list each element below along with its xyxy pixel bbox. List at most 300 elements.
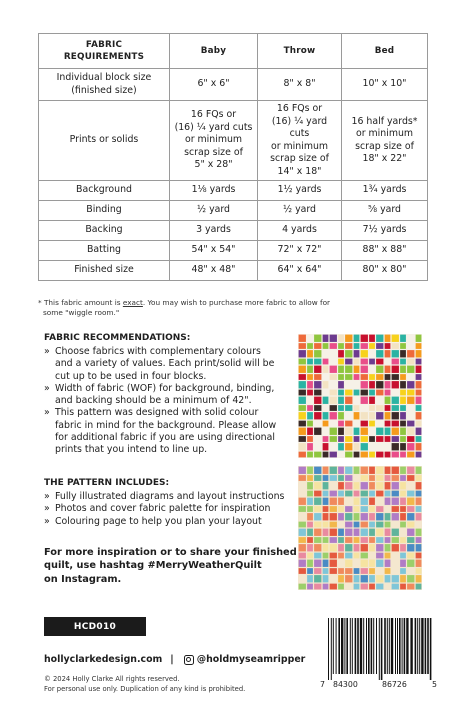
quilt-patch bbox=[392, 335, 399, 342]
quilt-patch bbox=[354, 359, 360, 365]
barcode-bar bbox=[357, 618, 359, 674]
cell-baby: 3 yards bbox=[170, 221, 258, 241]
quilt-patch bbox=[400, 575, 406, 582]
quilt-patch bbox=[369, 405, 375, 411]
quilt-patch bbox=[345, 428, 352, 435]
quilt-patch bbox=[376, 537, 383, 543]
bullet-marker: » bbox=[44, 491, 50, 502]
quilt-patch bbox=[338, 412, 344, 419]
quilt-patch bbox=[407, 475, 414, 481]
quilt-patch bbox=[385, 381, 391, 388]
header-baby: Baby bbox=[170, 34, 258, 69]
quilt-patch bbox=[385, 537, 391, 543]
quilt-patch bbox=[323, 366, 329, 373]
quilt-patch bbox=[416, 553, 422, 559]
website-link[interactable]: hollyclarkedesign.com bbox=[44, 654, 163, 665]
quilt-patch bbox=[416, 452, 422, 458]
cell-baby: 1⅛ yards bbox=[170, 181, 258, 201]
list-item bbox=[44, 346, 304, 383]
quilt-patch bbox=[330, 397, 337, 404]
quilt-patch bbox=[330, 506, 337, 512]
quilt-patch bbox=[361, 522, 368, 528]
quilt-patch bbox=[400, 381, 406, 388]
quilt-patch bbox=[307, 467, 313, 474]
fabric-requirements-table bbox=[38, 33, 428, 281]
quilt-patch bbox=[307, 359, 313, 365]
quilt-patch bbox=[354, 537, 360, 543]
quilt-patch bbox=[307, 421, 313, 427]
quilt-patch bbox=[354, 374, 360, 380]
quilt-patch bbox=[338, 436, 344, 442]
quilt-patch bbox=[345, 560, 352, 567]
quilt-patch bbox=[385, 529, 391, 536]
quilt-patch bbox=[392, 498, 399, 505]
quilt-patch bbox=[400, 544, 406, 551]
quilt-patch bbox=[323, 506, 329, 512]
quilt-patch bbox=[314, 475, 321, 481]
quilt-patch bbox=[299, 443, 306, 450]
quilt-patch bbox=[361, 537, 368, 543]
quilt-patch bbox=[376, 513, 383, 520]
row-label: Individual block size (finished size) bbox=[39, 69, 170, 101]
quilt-patch bbox=[400, 374, 406, 380]
quilt-patch bbox=[407, 467, 414, 474]
quilt-patch bbox=[338, 506, 344, 512]
quilt-patch bbox=[369, 381, 375, 388]
barcode-bar bbox=[352, 618, 353, 674]
quilt-patch bbox=[407, 553, 414, 559]
cell-throw: 72" x 72" bbox=[258, 241, 342, 261]
quilt-patch bbox=[369, 390, 375, 396]
quilt-patch bbox=[338, 390, 344, 396]
cell-throw: 8" x 8" bbox=[258, 69, 342, 101]
quilt-patch bbox=[299, 584, 306, 590]
table-row bbox=[39, 221, 428, 241]
quilt-photo-prints bbox=[298, 466, 422, 590]
quilt-patch bbox=[369, 529, 375, 536]
quilt-patch bbox=[330, 529, 337, 536]
quilt-patch bbox=[299, 522, 306, 528]
quilt-patch bbox=[392, 491, 399, 497]
quilt-patch bbox=[369, 475, 375, 481]
barcode-bar bbox=[328, 618, 329, 680]
barcode-bar bbox=[421, 618, 423, 674]
quilt-patch bbox=[338, 529, 344, 536]
quilt-patch bbox=[361, 553, 368, 559]
quilt-patch bbox=[345, 452, 352, 458]
quilt-patch bbox=[323, 443, 329, 450]
quilt-patch bbox=[307, 443, 313, 450]
quilt-patch bbox=[299, 529, 306, 536]
quilt-patch bbox=[314, 412, 321, 419]
quilt-patch bbox=[361, 475, 368, 481]
barcode-bar bbox=[346, 618, 348, 674]
quilt-patch bbox=[385, 366, 391, 373]
quilt-patch bbox=[314, 350, 321, 357]
quilt-patch bbox=[307, 428, 313, 435]
barcode-bar bbox=[355, 618, 357, 674]
inspiration-text: For more inspiration or to share your finished quilt, use hashtag #MerryWeatherQuilt on Instagram. bbox=[44, 547, 297, 585]
quilt-patch bbox=[299, 335, 306, 342]
quilt-patch bbox=[354, 405, 360, 411]
quilt-patch bbox=[299, 412, 306, 419]
quilt-patch bbox=[385, 575, 391, 582]
quilt-patch bbox=[323, 513, 329, 520]
quilt-patch bbox=[354, 529, 360, 536]
quilt-patch bbox=[407, 366, 414, 373]
quilt-patch bbox=[299, 421, 306, 427]
quilt-patch bbox=[354, 350, 360, 357]
quilt-patch bbox=[323, 452, 329, 458]
contact-line bbox=[44, 654, 305, 665]
quilt-patch bbox=[330, 475, 337, 481]
quilt-patch bbox=[361, 467, 368, 474]
quilt-patch bbox=[369, 467, 375, 474]
quilt-patch bbox=[338, 343, 344, 349]
quilt-patch bbox=[323, 544, 329, 551]
footnote bbox=[38, 298, 433, 318]
quilt-patch bbox=[338, 584, 344, 590]
quilt-patch bbox=[314, 506, 321, 512]
quilt-patch bbox=[345, 359, 352, 365]
quilt-patch bbox=[369, 397, 375, 404]
barcode-bar bbox=[425, 618, 427, 674]
quilt-patch bbox=[385, 560, 391, 567]
quilt-patch bbox=[338, 467, 344, 474]
quilt-patch bbox=[392, 452, 399, 458]
quilt-patch bbox=[314, 537, 321, 543]
quilt-patch bbox=[400, 335, 406, 342]
quilt-patch bbox=[299, 405, 306, 411]
quilt-patch bbox=[416, 482, 422, 489]
list-item bbox=[44, 383, 304, 408]
quilt-patch bbox=[416, 390, 422, 396]
barcode-bar bbox=[410, 618, 412, 674]
quilt-patch bbox=[407, 560, 414, 567]
quilt-patch bbox=[400, 584, 406, 590]
quilt-patch bbox=[330, 537, 337, 543]
quilt-patch bbox=[385, 412, 391, 419]
barcode-bar bbox=[419, 618, 420, 674]
row-label: Background bbox=[39, 181, 170, 201]
quilt-patch bbox=[307, 529, 313, 536]
quilt-patch bbox=[345, 513, 352, 520]
quilt-patch bbox=[299, 452, 306, 458]
quilt-patch bbox=[400, 397, 406, 404]
quilt-patch bbox=[307, 568, 313, 574]
separator: | bbox=[170, 654, 174, 665]
quilt-patch bbox=[314, 467, 321, 474]
quilt-patch bbox=[361, 498, 368, 505]
quilt-patch bbox=[354, 568, 360, 574]
quilt-patch bbox=[314, 529, 321, 536]
quilt-patch bbox=[400, 522, 406, 528]
cell-baby: 6" x 6" bbox=[170, 69, 258, 101]
quilt-patch bbox=[323, 568, 329, 574]
bullet-marker: » bbox=[44, 382, 50, 394]
barcode-bar bbox=[338, 618, 340, 674]
quilt-patch bbox=[330, 513, 337, 520]
quilt-patch bbox=[376, 491, 383, 497]
quilt-patch bbox=[323, 482, 329, 489]
quilt-patch bbox=[376, 436, 383, 442]
quilt-patch bbox=[299, 544, 306, 551]
quilt-patch bbox=[407, 491, 414, 497]
list-item-text: Photos and cover fabric palette for inspiration bbox=[55, 503, 271, 515]
list-item-text: This pattern was designed with solid colour fabric in mind for the background. Please allow for additional fabric if you are using directional prints that you intend to line up. bbox=[55, 407, 277, 456]
quilt-patch bbox=[416, 544, 422, 551]
quilt-patch bbox=[376, 374, 383, 380]
quilt-patch bbox=[400, 421, 406, 427]
quilt-patch bbox=[354, 467, 360, 474]
quilt-patch bbox=[376, 343, 383, 349]
quilt-patch bbox=[338, 498, 344, 505]
quilt-patch bbox=[307, 482, 313, 489]
quilt-patch bbox=[416, 366, 422, 373]
quilt-patch bbox=[407, 436, 414, 442]
quilt-patch bbox=[314, 335, 321, 342]
table-row bbox=[39, 241, 428, 261]
quilt-patch bbox=[369, 452, 375, 458]
quilt-patch bbox=[407, 350, 414, 357]
quilt-patch bbox=[416, 575, 422, 582]
quilt-patch bbox=[407, 443, 414, 450]
quilt-patch bbox=[345, 467, 352, 474]
quilt-patch bbox=[361, 366, 368, 373]
bullet-marker: » bbox=[44, 515, 50, 527]
quilt-patch bbox=[400, 498, 406, 505]
barcode bbox=[320, 618, 440, 694]
quilt-photo-solids bbox=[298, 334, 422, 458]
list-item bbox=[44, 491, 314, 503]
quilt-patch bbox=[407, 529, 414, 536]
quilt-patch bbox=[376, 359, 383, 365]
quilt-patch bbox=[385, 482, 391, 489]
list-item-text: Colouring page to help you plan your layout bbox=[55, 515, 262, 527]
quilt-patch bbox=[400, 506, 406, 512]
fabric-recommendations-title: FABRIC RECOMMENDATIONS: bbox=[44, 333, 191, 343]
quilt-patch bbox=[361, 491, 368, 497]
quilt-patch bbox=[307, 513, 313, 520]
quilt-patch bbox=[299, 390, 306, 396]
quilt-patch bbox=[392, 584, 399, 590]
quilt-patch bbox=[361, 390, 368, 396]
quilt-patch bbox=[416, 467, 422, 474]
quilt-patch bbox=[385, 374, 391, 380]
quilt-patch bbox=[407, 381, 414, 388]
quilt-patch bbox=[400, 537, 406, 543]
quilt-patch bbox=[338, 482, 344, 489]
cell-bed: 16 half yards* or minimum scrap size of 18" x 22" bbox=[342, 101, 428, 181]
quilt-patch bbox=[307, 498, 313, 505]
quilt-patch bbox=[416, 498, 422, 505]
quilt-patch bbox=[400, 491, 406, 497]
quilt-patch bbox=[416, 374, 422, 380]
quilt-patch bbox=[416, 560, 422, 567]
quilt-patch bbox=[307, 412, 313, 419]
quilt-patch bbox=[400, 436, 406, 442]
pattern-includes-title: THE PATTERN INCLUDES: bbox=[44, 478, 170, 488]
quilt-patch bbox=[392, 482, 399, 489]
quilt-patch bbox=[299, 498, 306, 505]
quilt-patch bbox=[376, 506, 383, 512]
quilt-patch bbox=[400, 405, 406, 411]
quilt-patch bbox=[323, 584, 329, 590]
quilt-patch bbox=[330, 544, 337, 551]
quilt-patch bbox=[392, 513, 399, 520]
quilt-patch bbox=[361, 397, 368, 404]
quilt-patch bbox=[307, 491, 313, 497]
quilt-patch bbox=[299, 537, 306, 543]
quilt-patch bbox=[400, 568, 406, 574]
quilt-patch bbox=[392, 443, 399, 450]
footnote-line2: some "wiggle room." bbox=[43, 308, 120, 317]
quilt-patch bbox=[299, 436, 306, 442]
quilt-patch bbox=[299, 350, 306, 357]
quilt-patch bbox=[392, 405, 399, 411]
barcode-bar bbox=[399, 618, 401, 674]
quilt-patch bbox=[338, 553, 344, 559]
quilt-patch bbox=[392, 343, 399, 349]
quilt-patch bbox=[307, 475, 313, 481]
quilt-patch bbox=[369, 491, 375, 497]
quilt-patch bbox=[338, 374, 344, 380]
quilt-patch bbox=[338, 568, 344, 574]
quilt-patch bbox=[376, 412, 383, 419]
quilt-patch bbox=[307, 553, 313, 559]
quilt-patch bbox=[416, 421, 422, 427]
quilt-patch bbox=[369, 560, 375, 567]
quilt-patch bbox=[354, 452, 360, 458]
quilt-patch bbox=[385, 335, 391, 342]
quilt-patch bbox=[323, 421, 329, 427]
barcode-bar bbox=[415, 618, 417, 674]
quilt-patch bbox=[299, 506, 306, 512]
quilt-patch bbox=[407, 390, 414, 396]
quilt-patch bbox=[314, 575, 321, 582]
quilt-patch bbox=[416, 381, 422, 388]
quilt-patch bbox=[385, 436, 391, 442]
quilt-patch bbox=[400, 475, 406, 481]
quilt-patch bbox=[376, 544, 383, 551]
quilt-patch bbox=[345, 522, 352, 528]
quilt-patch bbox=[354, 343, 360, 349]
barcode-bar bbox=[406, 618, 408, 674]
barcode-bar bbox=[402, 618, 403, 674]
instagram-handle[interactable]: @holdmyseamripper bbox=[196, 654, 306, 665]
quilt-patch bbox=[392, 366, 399, 373]
quilt-patch bbox=[338, 513, 344, 520]
quilt-patch bbox=[314, 568, 321, 574]
quilt-patch bbox=[369, 482, 375, 489]
quilt-patch bbox=[416, 475, 422, 481]
row-label: Binding bbox=[39, 201, 170, 221]
quilt-patch bbox=[361, 359, 368, 365]
quilt-patch bbox=[369, 498, 375, 505]
quilt-patch bbox=[407, 421, 414, 427]
quilt-patch bbox=[323, 560, 329, 567]
quilt-patch bbox=[354, 584, 360, 590]
barcode-bar bbox=[427, 618, 429, 674]
quilt-patch bbox=[376, 467, 383, 474]
quilt-patch bbox=[338, 335, 344, 342]
quilt-patch bbox=[407, 428, 414, 435]
quilt-patch bbox=[385, 428, 391, 435]
quilt-patch bbox=[400, 443, 406, 450]
quilt-patch bbox=[330, 498, 337, 505]
quilt-patch bbox=[416, 568, 422, 574]
quilt-patch bbox=[345, 335, 352, 342]
quilt-patch bbox=[345, 350, 352, 357]
quilt-patch bbox=[416, 335, 422, 342]
quilt-patch bbox=[369, 343, 375, 349]
barcode-bar bbox=[336, 618, 337, 674]
quilt-patch bbox=[392, 397, 399, 404]
barcode-bar bbox=[397, 618, 398, 674]
quilt-patch bbox=[314, 397, 321, 404]
list-item bbox=[44, 516, 314, 528]
quilt-patch bbox=[345, 366, 352, 373]
quilt-patch bbox=[299, 568, 306, 574]
quilt-patch bbox=[307, 537, 313, 543]
quilt-patch bbox=[299, 381, 306, 388]
quilt-patch bbox=[314, 390, 321, 396]
barcode-bar bbox=[350, 618, 351, 674]
barcode-digits-right: 86726 bbox=[382, 680, 407, 689]
quilt-patch bbox=[361, 374, 368, 380]
quilt-patch bbox=[385, 544, 391, 551]
row-label: Finished size bbox=[39, 261, 170, 281]
quilt-patch bbox=[354, 575, 360, 582]
quilt-patch bbox=[338, 381, 344, 388]
quilt-patch bbox=[330, 568, 337, 574]
quilt-patch bbox=[392, 467, 399, 474]
quilt-patch bbox=[385, 452, 391, 458]
barcode-bar bbox=[417, 618, 418, 674]
header-fabric-requirements: FABRIC REQUIREMENTS bbox=[39, 34, 170, 69]
quilt-patch bbox=[330, 467, 337, 474]
quilt-patch bbox=[385, 467, 391, 474]
quilt-patch bbox=[338, 350, 344, 357]
quilt-patch bbox=[407, 452, 414, 458]
quilt-patch bbox=[345, 436, 352, 442]
quilt-patch bbox=[345, 443, 352, 450]
quilt-patch bbox=[416, 359, 422, 365]
quilt-patch bbox=[407, 397, 414, 404]
quilt-patch bbox=[307, 374, 313, 380]
quilt-patch bbox=[392, 529, 399, 536]
quilt-patch bbox=[345, 529, 352, 536]
quilt-patch bbox=[354, 366, 360, 373]
quilt-patch bbox=[369, 374, 375, 380]
quilt-patch bbox=[354, 412, 360, 419]
quilt-patch bbox=[369, 412, 375, 419]
quilt-patch bbox=[392, 412, 399, 419]
quilt-patch bbox=[369, 421, 375, 427]
table-row bbox=[39, 181, 428, 201]
quilt-patch bbox=[385, 475, 391, 481]
quilt-patch bbox=[361, 443, 368, 450]
quilt-patch bbox=[416, 529, 422, 536]
quilt-patch bbox=[330, 428, 337, 435]
quilt-patch bbox=[330, 390, 337, 396]
quilt-patch bbox=[354, 390, 360, 396]
copyright-line1: © 2024 Holly Clarke All rights reserved. bbox=[44, 675, 180, 683]
barcode-bar bbox=[389, 618, 390, 674]
quilt-patch bbox=[323, 575, 329, 582]
barcode-bar bbox=[381, 618, 383, 680]
table-header-row bbox=[39, 34, 428, 69]
